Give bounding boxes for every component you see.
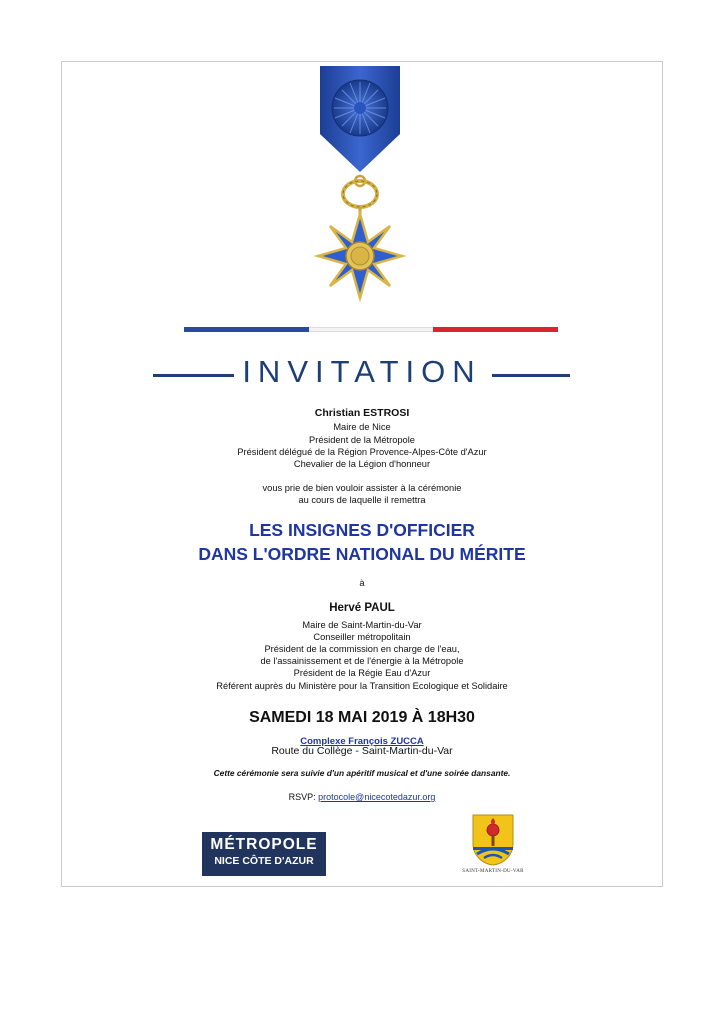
recipient-name: Hervé PAUL [329, 602, 395, 614]
host-title: Chevalier de la Légion d'honneur [293, 459, 431, 469]
venue-link[interactable]: Complexe François ZUCCA [300, 736, 424, 747]
commune-crest-icon [472, 814, 514, 866]
metropole-logo-line1: MÉTROPOLE [210, 836, 318, 853]
recipient-title: Président de la Régie Eau d'Azur [293, 668, 431, 678]
host-title: Président de la Métropole [309, 435, 415, 445]
host-title: Président délégué de la Région Provence-Alpes-Côte d'Azur [237, 447, 487, 457]
page-title: INVITATION [242, 354, 482, 389]
recipient-title: de l'assainissement et de l'énergie à la Métropole [260, 656, 464, 666]
tricolor-divider [184, 327, 558, 332]
commune-crest-label: SAINT-MARTIN-DU-VAR [462, 869, 524, 874]
connector-text: à [359, 578, 365, 588]
metropole-logo [202, 832, 326, 876]
recipient-title: Référent auprès du Ministère pour la Transition Ecologique et Solidaire [216, 681, 508, 691]
title-rule-right [492, 374, 570, 377]
invitation-text: vous prie de bien vouloir assister à la cérémonie [262, 483, 462, 493]
award-line: LES INSIGNES D'OFFICIER [249, 520, 475, 540]
rsvp-email-link[interactable]: protocole@nicecotedazur.org [318, 792, 436, 802]
recipient-title: Président de la commission en charge de l'eau, [264, 644, 460, 654]
recipient-title: Maire de Saint-Martin-du-Var [302, 620, 422, 630]
award-line: DANS L'ORDRE NATIONAL DU MÉRITE [198, 544, 526, 564]
title-rule-left [153, 374, 234, 377]
rsvp-label: RSVP: [288, 792, 316, 802]
event-address: Route du Collège - Saint-Martin-du-Var [271, 745, 453, 757]
medal-icon [310, 66, 414, 306]
event-note: Cette cérémonie sera suivie d'un apéritif musical et d'une soirée dansante. [213, 768, 511, 778]
rsvp-line [0, 792, 724, 802]
host-name: Christian ESTROSI [314, 407, 410, 419]
host-title: Maire de Nice [333, 422, 391, 432]
invitation-text: au cours de laquelle il remettra [298, 495, 426, 505]
metropole-logo-line2: NICE CÔTE D'AZUR [214, 855, 314, 867]
recipient-title: Conseiller métropolitain [313, 632, 411, 642]
event-date: SAMEDI 18 MAI 2019 À 18H30 [249, 709, 475, 726]
